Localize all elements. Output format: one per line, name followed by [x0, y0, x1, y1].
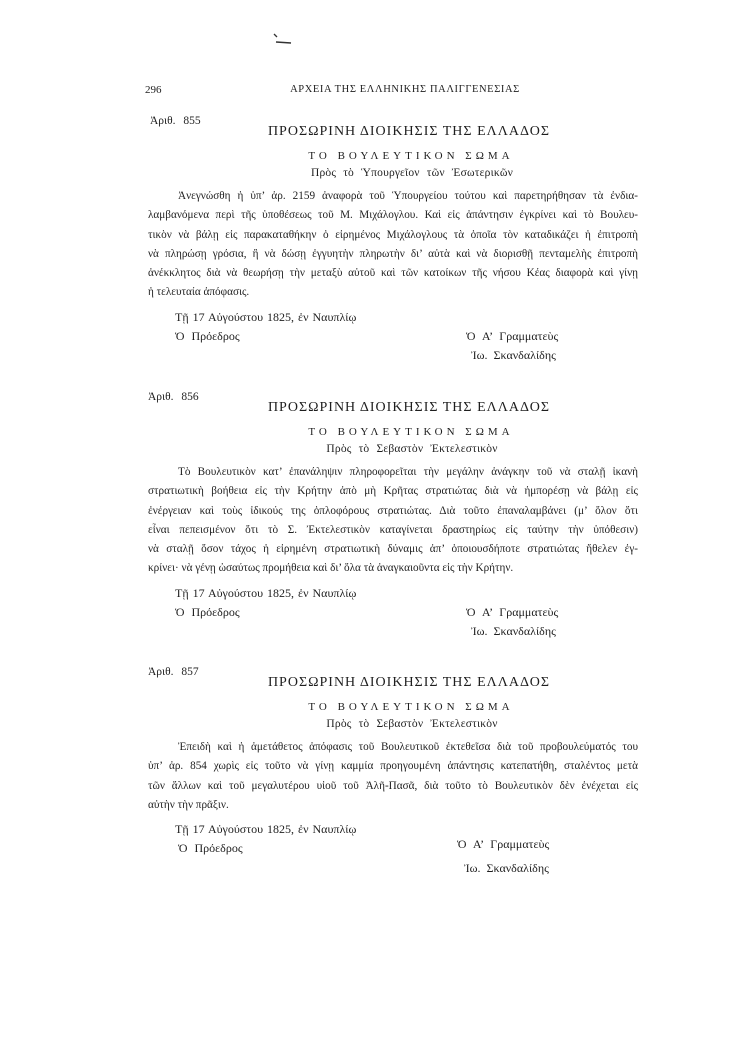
text-line: εἶναι πεπεισμένον ὅτι τὸ Σ. Ἐκτελεστικὸν καταγίνεται δραστηρίως εἰς ταύτην τὴν ὑπόθεσιν): [148, 523, 638, 536]
document-number: Ἀριθ. 855: [150, 115, 201, 127]
signature-name-row: [148, 346, 638, 364]
text-line: στρατιωτικὴ βοήθεια εἰς τὴν Κρήτην ἀπὸ μὴ Κρῆτας στρατιώτας διὰ νὰ ἠμπορέσῃ νὰ βάλῃ εἰς: [148, 485, 638, 498]
text-line: Ἐπειδὴ καὶ ἡ ἀμετάθετος ἀπόφασις τοῦ Βουλευτικοῦ ἐκτεθεῖσα διὰ τοῦ προβουλεύματός του: [178, 741, 638, 753]
document-body: [148, 187, 638, 364]
text-line: κρίνει· νὰ γένῃ ὡσαύτως προμήθεια καὶ δι’ ὅλα τὰ ἀναγκαιοῦντα εἰς τὴν Κρήτην.: [148, 562, 514, 575]
date-place: Τῇ 17 Αὐγούστου 1825, ἐν Ναυπλίῳ: [175, 585, 357, 600]
signature-row: [148, 603, 638, 622]
president-signature: Ὁ Πρόεδρος: [175, 329, 240, 344]
document-entry-855: [0, 114, 744, 384]
document-sender: ΤΟ ΒΟΥΛΕΥΤΙΚΟΝ ΣΩΜΑ: [308, 150, 514, 162]
text-line: τῶν ἄλλων καὶ τοῦ μεγαλυτέρου υἱοῦ τοῦ Ἀλῆ-Πασᾶ, διὰ τοῦτο τὸ Βουλευτικὸν δὲν ἐνέχεται εἰς: [148, 779, 638, 792]
document-addressee: Πρὸς τὸ Ὑπουργεῖον τῶν Ἐσωτερικῶν: [310, 167, 514, 179]
secretary-title: Ὁ Α’ Γραμματεὺς: [466, 329, 559, 344]
document-addressee: Πρὸς τὸ Σεβαστὸν Ἐκτελεστικὸν: [326, 443, 498, 455]
secretary-name: Ἰω. Σκανδαλίδης: [471, 348, 556, 363]
text-line: νὰ σταλῇ ὅσον τάχος ἡ εἰρημένη στρατιωτικὴ δύναμις ἀπ’ ὁποιουσδήποτε στρατιώτας ἤθελεν ἐγ-: [148, 543, 638, 556]
text-line: ἀνέκκλητος διὰ νὰ θεωρήσῃ τὴν μεταξὺ αὐτοῦ καὶ τῶν κατοίκων τῆς νήσου Κέας διαφορὰ καὶ γίνῃ: [148, 267, 638, 280]
document-entry-856: [0, 390, 744, 660]
document-sender: ΤΟ ΒΟΥΛΕΥΤΙΚΟΝ ΣΩΜΑ: [308, 426, 514, 438]
text-line: ἐνέργειαν καὶ τοὺς ἰδικούς της ὁπλοφόρους στρατιώτας. Διὰ τοῦτο ἐπαναλαμβάνει (μ’ ὅλον ὅτι: [148, 504, 638, 517]
signature-row: [148, 839, 638, 858]
date-place: Τῇ 17 Αὐγούστου 1825, ἐν Ναυπλίῳ: [175, 309, 357, 324]
running-head: ΑΡΧΕΙΑ ΤΗΣ ΕΛΛΗΝΙΚΗΣ ΠΑΛΙΓΓΕΝΕΣΙΑΣ: [290, 84, 520, 95]
text-line: ὑπ’ ἀρ. 854 χωρὶς εἰς τοῦτο νὰ γίνῃ καμμία προηγουμένη ἀπάντησις κατεπατήθη, σταλέντος μετὰ: [148, 760, 638, 773]
text-line: Τὸ Βουλευτικὸν κατ’ ἐπανάληψιν πληροφορεῖται τὴν μεγάλην ἀνάγκην τοῦ νὰ σταλῇ ἱκανὴ: [178, 466, 638, 478]
signature-name-row: [148, 622, 638, 640]
document-entry-857: [0, 665, 744, 935]
document-number: Ἀριθ. 857: [148, 666, 199, 678]
page-number: 296: [145, 84, 162, 96]
document-body: [148, 463, 638, 640]
signature-name-row: [148, 859, 638, 877]
document-sender: ΤΟ ΒΟΥΛΕΥΤΙΚΟΝ ΣΩΜΑ: [308, 701, 514, 713]
scan-mark: [270, 31, 296, 49]
secretary-name: Ἰω. Σκανδαλίδης: [464, 860, 549, 875]
signature-row: [148, 327, 638, 346]
document-number: Ἀριθ. 856: [148, 391, 199, 403]
secretary-title: Ὁ Α’ Γραμματεὺς: [466, 605, 559, 620]
document-issuer: ΠΡΟΣΩΡΙΝΗ ΔΙΟΙΚΗΣΙΣ ΤΗΣ ΕΛΛΑΔΟΣ: [267, 675, 551, 690]
document-issuer: ΠΡΟΣΩΡΙΝΗ ΔΙΟΙΚΗΣΙΣ ΤΗΣ ΕΛΛΑΔΟΣ: [267, 400, 551, 415]
text-line: Ἀνεγνώσθη ἡ ὑπ’ ἀρ. 2159 ἀναφορὰ τοῦ Ὑπουργείου τούτου καὶ παρετηρήθησαν τὰ ἐνδια-: [178, 190, 638, 202]
document-addressee: Πρὸς τὸ Σεβαστὸν Ἐκτελεστικὸν: [326, 718, 498, 730]
document-body: [148, 738, 638, 877]
date-place: Τῇ 17 Αὐγούστου 1825, ἐν Ναυπλίῳ: [175, 822, 357, 837]
secretary-title: Ὁ Α’ Γραμματεὺς: [457, 837, 550, 852]
text-line: λαμβανόμενα περὶ τῆς ὑποθέσεως τοῦ Μ. Μιχάλογλου. Καὶ εἰς ἀπάντησιν ἐγκρίνει καὶ τὸ Βουλευ-: [148, 209, 638, 222]
president-signature: Ὁ Πρόεδρος: [175, 605, 240, 620]
secretary-name: Ἰω. Σκανδαλίδης: [471, 624, 556, 639]
text-line: νὰ πληρώσῃ γρόσια, ἢ νὰ δώσῃ ἐγγυητὴν πληρωτὴν δι’ αὐτὰ καὶ νὰ διορισθῇ πενταμελὴς ἐπιτροπὴ: [148, 247, 638, 260]
text-line: τικὸν νὰ βάλῃ εἰς παρακαταθήκην ὁ εἰρημένος Μιχάλογλους τὰ ὁποῖα τὸν καταδικάζει ἡ ἐπιτροπὴ: [148, 228, 638, 241]
document-issuer: ΠΡΟΣΩΡΙΝΗ ΔΙΟΙΚΗΣΙΣ ΤΗΣ ΕΛΛΑΔΟΣ: [267, 124, 551, 139]
president-signature: Ὁ Πρόεδρος: [178, 841, 243, 856]
text-line: αὐτὴν τὴν πρᾶξιν.: [148, 798, 229, 811]
text-line: ἡ τελευταία ἀπόφασις.: [148, 286, 250, 299]
